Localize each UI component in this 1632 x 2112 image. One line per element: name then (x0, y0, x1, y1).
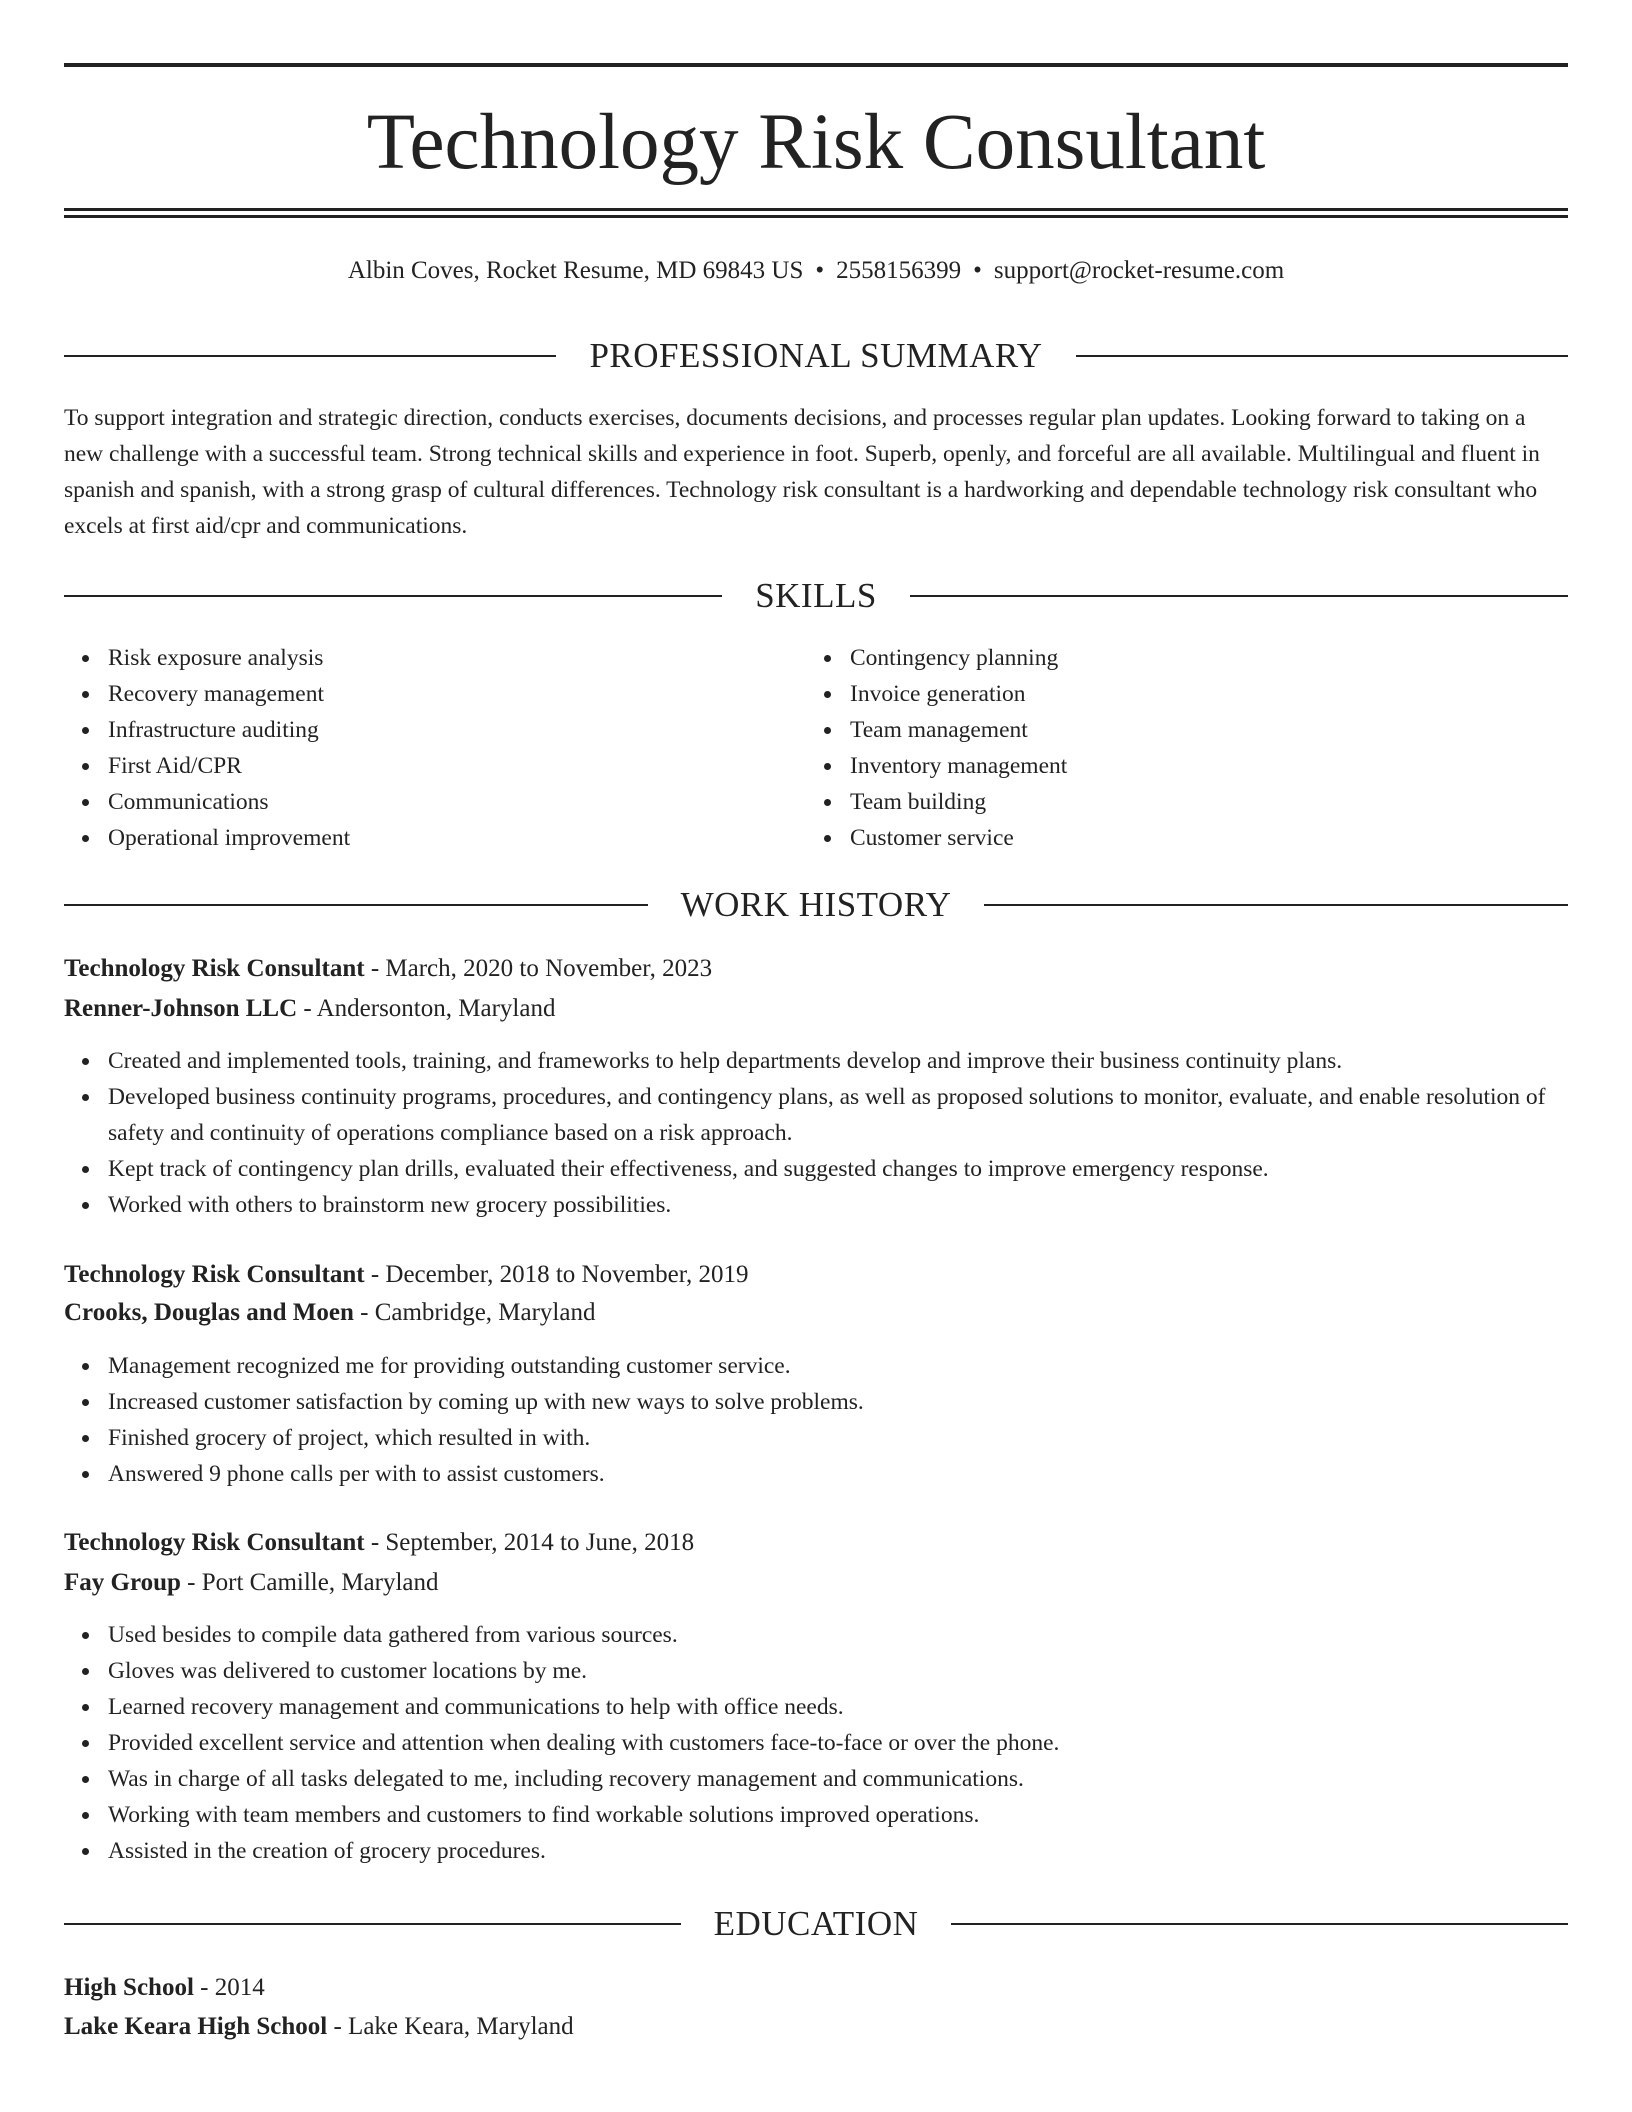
section-rule (64, 355, 556, 357)
job-bullet: Increased customer satisfaction by coming up with new ways to solve problems. (64, 1384, 1568, 1420)
skill-item: First Aid/CPR (64, 748, 804, 784)
job-bullets (64, 1348, 1568, 1492)
job-bullet: Working with team members and customers to find workable solutions improved operations. (64, 1797, 1568, 1833)
skill-item: Infrastructure auditing (64, 712, 804, 748)
job-title: Technology Risk Consultant (64, 1261, 365, 1288)
name-rule-upper (64, 208, 1568, 211)
job-bullet: Developed business continuity programs, procedures, and contingency plans, as well as proposed solutions to monitor, evaluate, and enable resolution of safety and continuity of operations compliance based on a risk approach. (64, 1079, 1568, 1151)
skill-item: Team management (806, 712, 1546, 748)
section-title: PROFESSIONAL SUMMARY (589, 336, 1043, 375)
job-bullet: Assisted in the creation of grocery procedures. (64, 1833, 1568, 1869)
job-company-line (64, 1565, 1568, 1601)
education-location: - Lake Keara, Maryland (327, 2013, 574, 2040)
contact-separator: • (815, 257, 825, 284)
section-rule (64, 1923, 681, 1925)
job-company: Crooks, Douglas and Moen (64, 1299, 354, 1326)
contact-line (64, 256, 1568, 286)
education-degree: High School (64, 1974, 194, 2001)
job-bullet: Was in charge of all tasks delegated to me, including recovery management and communications. (64, 1761, 1568, 1797)
section-header-work-history (64, 885, 1568, 925)
top-rule (64, 63, 1568, 67)
job-bullet: Used besides to compile data gathered from various sources. (64, 1617, 1568, 1653)
section-rule (951, 1923, 1568, 1925)
job-dates: - September, 2014 to June, 2018 (364, 1529, 695, 1556)
job-title-line (64, 951, 1568, 987)
contact-email: support@rocket-resume.com (993, 257, 1285, 284)
section-rule (910, 595, 1568, 597)
job-bullet: Answered 9 phone calls per with to assist customers. (64, 1456, 1568, 1492)
education-school: Lake Keara High School (64, 2013, 328, 2040)
skill-item: Customer service (806, 820, 1546, 856)
skill-item: Operational improvement (64, 820, 804, 856)
job-title-line (64, 1257, 1568, 1293)
section-header-summary (64, 336, 1568, 376)
contact-phone: 2558156399 (836, 257, 962, 284)
section-title: EDUCATION (713, 1904, 919, 1943)
section-rule (64, 904, 648, 906)
resume-name: Technology Risk Consultant (366, 99, 1266, 186)
education-year: - 2014 (193, 1974, 265, 2001)
skill-item: Contingency planning (806, 640, 1546, 676)
job-dates: - December, 2018 to November, 2019 (364, 1261, 749, 1288)
section-title: WORK HISTORY (680, 885, 952, 924)
job-dates: - March, 2020 to November, 2023 (364, 955, 713, 982)
job-bullet: Management recognized me for providing outstanding customer service. (64, 1348, 1568, 1384)
job-bullet: Provided excellent service and attention when dealing with customers face-to-face or over the phone. (64, 1725, 1568, 1761)
education-school-line (64, 2009, 1568, 2045)
skills-column-left (64, 640, 804, 856)
skill-item: Risk exposure analysis (64, 640, 804, 676)
education-degree-line (64, 1970, 1568, 2006)
skills-column-right (806, 640, 1546, 856)
job-bullet: Finished grocery of project, which resulted in with. (64, 1420, 1568, 1456)
job-bullet: Worked with others to brainstorm new grocery possibilities. (64, 1187, 1568, 1223)
skill-item: Inventory management (806, 748, 1546, 784)
job-company: Fay Group (64, 1569, 181, 1596)
job-location: - Cambridge, Maryland (353, 1299, 596, 1326)
job-bullet: Created and implemented tools, training, and frameworks to help departments develop and improve their business continuity plans. (64, 1043, 1568, 1079)
section-rule (64, 595, 722, 597)
contact-separator: • (973, 257, 982, 284)
job-title: Technology Risk Consultant (64, 1529, 365, 1556)
section-rule (1076, 355, 1568, 357)
section-header-skills (64, 576, 1568, 616)
name-rule-lower (64, 215, 1568, 218)
job-bullets (64, 1043, 1568, 1223)
section-header-education (64, 1904, 1568, 1944)
job-bullet: Kept track of contingency plan drills, evaluated their effectiveness, and suggested changes to improve emergency response. (64, 1151, 1568, 1187)
job-bullets (64, 1617, 1568, 1869)
job-company: Renner-Johnson LLC (64, 995, 298, 1022)
job-location: - Andersonton, Maryland (297, 995, 556, 1022)
contact-address: Albin Coves, Rocket Resume, MD 69843 US (347, 257, 804, 284)
job-title-line (64, 1525, 1568, 1561)
skill-item: Team building (806, 784, 1546, 820)
job-bullet: Learned recovery management and communications to help with office needs. (64, 1689, 1568, 1725)
job-location: - Port Camille, Maryland (180, 1569, 439, 1596)
job-company-line (64, 1295, 1568, 1331)
skill-item: Communications (64, 784, 804, 820)
job-bullet: Gloves was delivered to customer locations by me. (64, 1653, 1568, 1689)
section-rule (984, 904, 1568, 906)
section-title: SKILLS (755, 576, 877, 615)
skill-item: Invoice generation (806, 676, 1546, 712)
summary-text: To support integration and strategic direction, conducts exercises, documents decisions, and processes regular plan updates. Looking forward to taking on a new challenge with a successful team. Strong technical skills and experience in foot. Superb, openly, and forceful are all available. Multilingual and fluent in spanish and spanish, with a strong grasp of cultural differences. Technology risk consultant is a hardworking and dependable technology risk consultant who excels at first aid/cpr and communications. (64, 405, 1540, 539)
job-title: Technology Risk Consultant (64, 955, 365, 982)
job-company-line (64, 991, 1568, 1027)
skill-item: Recovery management (64, 676, 804, 712)
